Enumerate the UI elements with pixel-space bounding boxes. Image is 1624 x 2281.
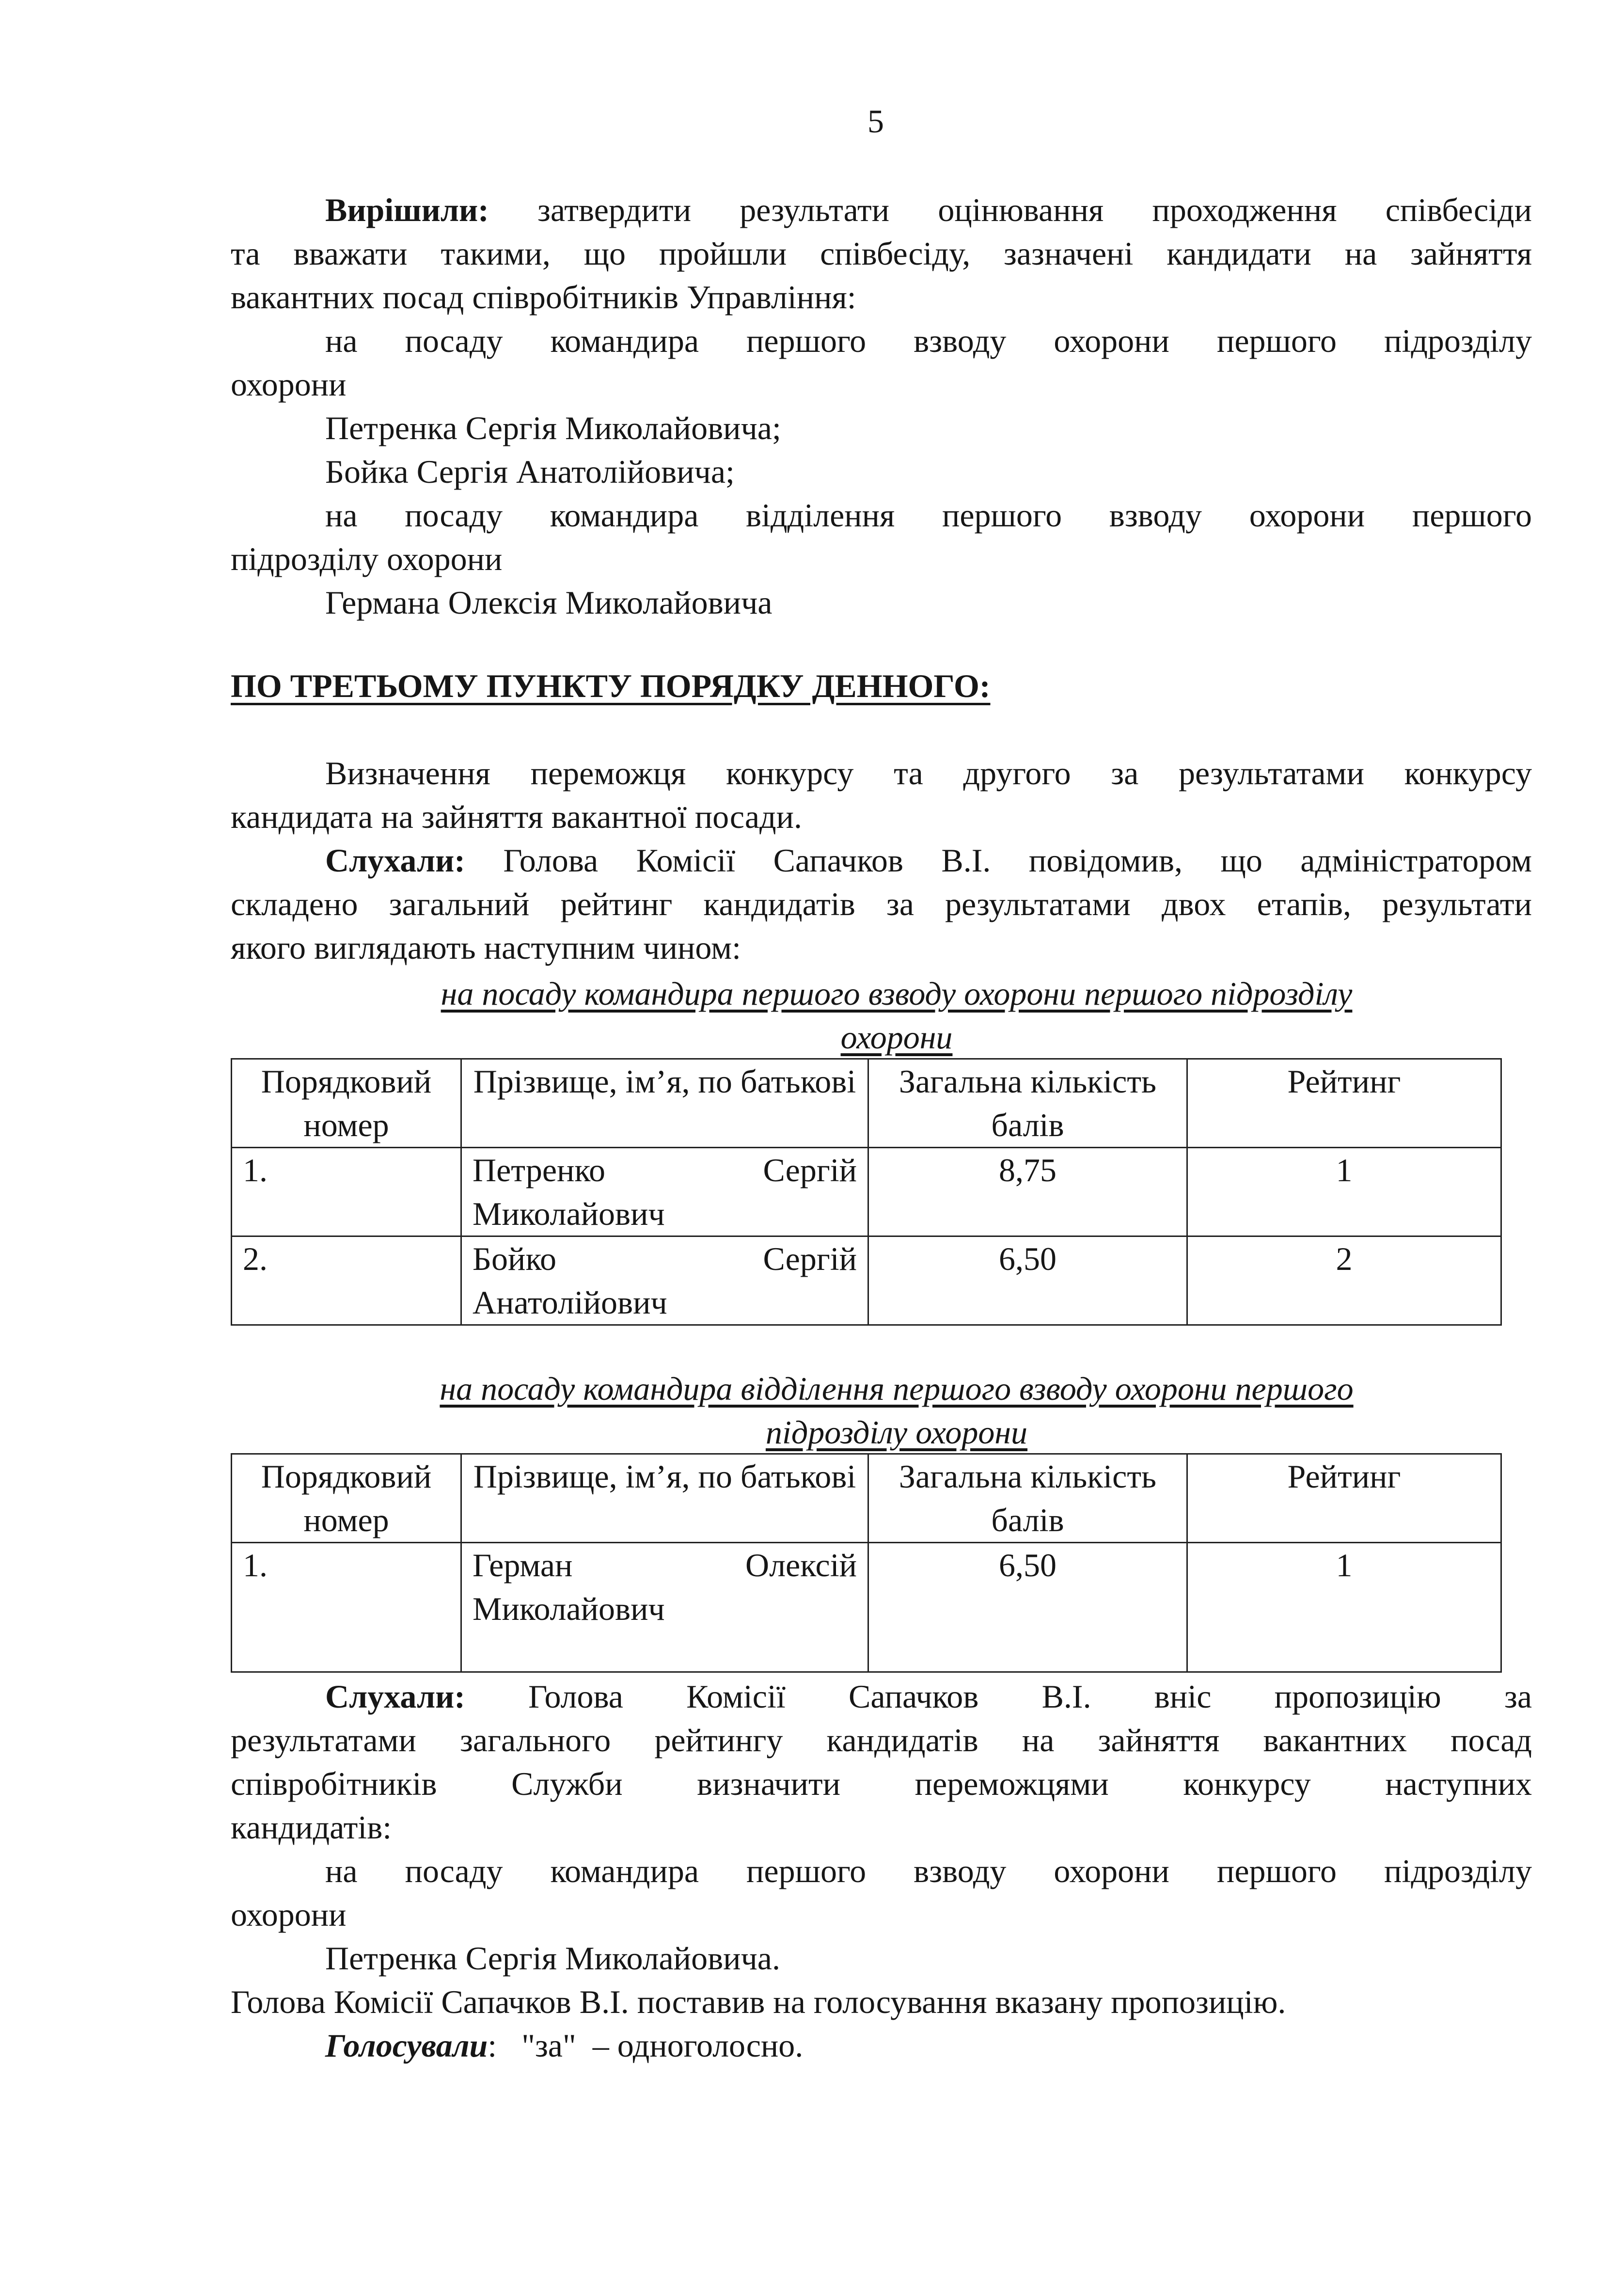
heard-1-line-3: якого виглядають наступним чином: — [231, 929, 741, 966]
topic-line-2: кандидата на зайняття вакантної посади. — [231, 798, 803, 835]
topic-line-1: Визначення переможця конкурсу та другого за результатами конкурсу — [325, 755, 1532, 792]
vote-put-line: Голова Комісії Сапачков В.І. поставив на голосування вказану пропозицію. — [231, 1983, 1286, 2020]
heard-2-line-2: результатами загального рейтингу кандидатів на зайняття вакантних посад — [231, 1722, 1532, 1758]
position-1-line-1: на посаду командира першого взводу охорони першого підрозділу — [325, 322, 1532, 359]
table-2-caption-line-2: підрозділу охорони — [765, 1414, 1028, 1451]
decided-line-1: Вирішили: затвердити результати оцінювання проходження співбесіди — [325, 191, 1532, 228]
heard-2-position-line-1: на посаду командира першого взводу охорони першого підрозділу — [325, 1853, 1532, 1889]
heard-2-candidate: Петренка Сергія Миколайовича. — [325, 1940, 780, 1977]
decided-line-2: та вважати такими, що пройшли співбесіду, зазначені кандидати на зайняття — [231, 235, 1532, 272]
row-name — [461, 1148, 868, 1236]
table-header-row — [232, 1454, 1501, 1543]
heard-1-line-2: складено загальний рейтинг кандидатів за результатами двох етапів, результати — [231, 886, 1532, 922]
header-number: Порядковий номер — [232, 1454, 461, 1543]
heard-2-line-4: кандидатів: — [231, 1809, 392, 1846]
heard-2-paragraph — [231, 1675, 1532, 2067]
row-rank: 1 — [1187, 1148, 1501, 1236]
row-name — [461, 1543, 868, 1672]
row-name-line-1: Петренко Сергій — [473, 1152, 857, 1188]
row-number: 2. — [232, 1236, 461, 1325]
page-number: 5 — [867, 103, 884, 140]
row-name — [461, 1236, 868, 1325]
heard-1-label: Слухали: — [325, 842, 465, 879]
table-row — [232, 1236, 1501, 1325]
header-name: Прізвище, ім’я, по батькові — [461, 1059, 868, 1148]
header-rank: Рейтинг — [1187, 1059, 1501, 1148]
decided-paragraph — [231, 188, 1532, 624]
section-heading: ПО ТРЕТЬОМУ ПУНКТУ ПОРЯДКУ ДЕННОГО: — [231, 667, 991, 704]
position-2-line-1: на посаду командира відділення першого взводу охорони першого — [325, 497, 1532, 534]
row-score: 6,50 — [868, 1543, 1187, 1672]
position-2-line-2: підрозділу охорони — [231, 540, 503, 577]
row-name-line-2: Анатолійович — [473, 1284, 667, 1321]
table-1-caption-line-1: на посаду командира першого взводу охорони першого підрозділу — [441, 975, 1353, 1012]
heard-2-position-line-2: охорони — [231, 1896, 347, 1933]
heard-2-label: Слухали: — [325, 1678, 465, 1715]
header-rank: Рейтинг — [1187, 1454, 1501, 1543]
heard-2-line-3: співробітників Служби визначити переможцями конкурсу наступних — [231, 1765, 1532, 1802]
table-row — [232, 1148, 1501, 1236]
table-header-row — [232, 1059, 1501, 1148]
header-score: Загальна кількість балів — [868, 1454, 1187, 1543]
row-rank: 2 — [1187, 1236, 1501, 1325]
table-row — [232, 1543, 1501, 1672]
table-1-caption-line-2: охорони — [840, 1019, 953, 1056]
row-score: 6,50 — [868, 1236, 1187, 1325]
heard-2-line-1: Слухали: Голова Комісії Сапачков В.І. вніс пропозицію за — [325, 1678, 1532, 1715]
heard-1-line-1: Слухали: Голова Комісії Сапачков В.І. повідомив, що адміністратором — [325, 842, 1532, 879]
rating-table-1 — [231, 1058, 1502, 1326]
rating-table-2 — [231, 1453, 1502, 1673]
row-rank: 1 — [1187, 1543, 1501, 1672]
decided-line-3: вакантних посад співробітників Управління: — [231, 279, 856, 316]
row-name-line-2: Миколайович — [473, 1195, 665, 1232]
header-score: Загальна кількість балів — [868, 1059, 1187, 1148]
decided-label: Вирішили: — [325, 191, 489, 228]
topic-paragraph — [231, 751, 1532, 969]
voted-line: Голосували: "за" – одноголосно. — [325, 2027, 804, 2064]
row-number: 1. — [232, 1543, 461, 1672]
position-1-line-2: охорони — [231, 366, 347, 403]
row-score: 8,75 — [868, 1148, 1187, 1236]
header-name: Прізвище, ім’я, по батькові — [461, 1454, 868, 1543]
row-number: 1. — [232, 1148, 461, 1236]
candidate-2: Бойка Сергія Анатолійовича; — [325, 453, 735, 490]
row-name-line-2: Миколайович — [473, 1590, 665, 1627]
header-number: Порядковий номер — [232, 1059, 461, 1148]
candidate-1: Петренка Сергія Миколайовича; — [325, 410, 781, 446]
voted-label: Голосували — [325, 2027, 488, 2064]
candidate-3: Германа Олексія Миколайовича — [325, 584, 773, 621]
table-2-caption-line-1: на посаду командира відділення першого взводу охорони першого — [440, 1370, 1354, 1407]
row-name-line-1: Бойко Сергій — [473, 1240, 857, 1277]
row-name-line-1: Герман Олексій — [473, 1547, 857, 1584]
